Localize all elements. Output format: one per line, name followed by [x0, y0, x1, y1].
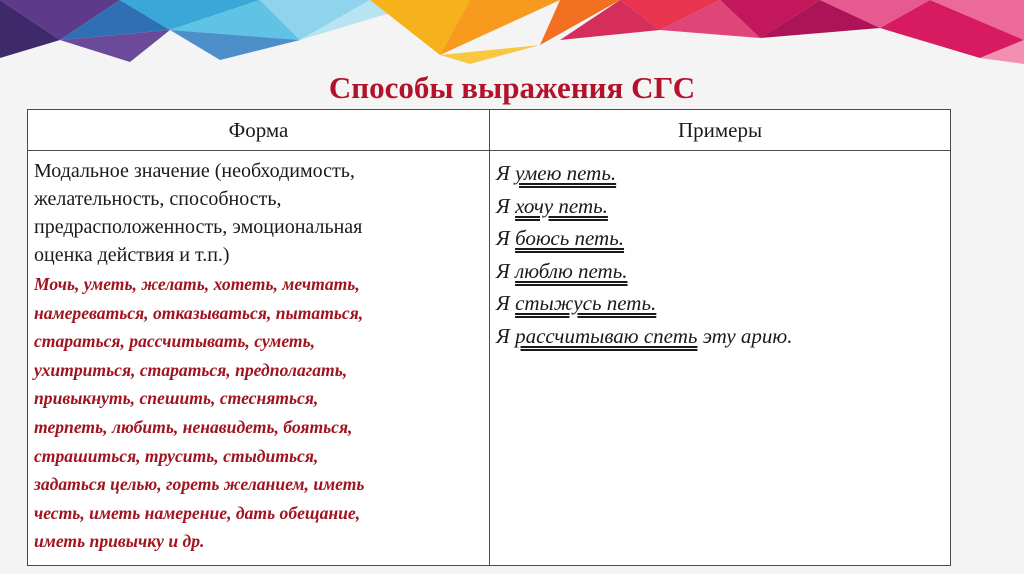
example-predicate: стыжусь петь.	[515, 291, 657, 315]
example-subject: Я	[496, 258, 510, 283]
example-predicate: хочу петь.	[515, 193, 608, 218]
meaning-line: предрасположенность, эмоциональная	[34, 216, 363, 238]
example-predicate: рассчитываю спеть	[515, 323, 698, 348]
examples-cell	[490, 151, 951, 566]
modal-verbs-list	[34, 270, 483, 556]
header-examples: Примеры	[490, 110, 951, 151]
slide-title: Способы выражения СГС	[328, 70, 696, 105]
verb-line: терпеть, любить, ненавидеть, бояться,	[34, 416, 353, 437]
meaning-line: желательность, способность,	[34, 188, 282, 210]
example-subject: Я	[496, 193, 510, 218]
example-predicate: умею петь.	[515, 161, 617, 185]
verb-line: намереваться, отказываться, пытаться,	[34, 302, 364, 323]
decorative-banner	[0, 0, 1024, 64]
example-rest: эту арию.	[702, 323, 793, 348]
table-header-row	[28, 110, 951, 151]
polygon-banner-graphic	[0, 0, 1024, 64]
example-sentence	[496, 287, 944, 320]
form-cell	[28, 151, 490, 566]
example-subject: Я	[496, 226, 510, 250]
table-row	[28, 151, 951, 566]
modal-meaning-text	[34, 157, 483, 269]
example-sentence	[496, 255, 944, 288]
example-predicate: боюсь петь.	[515, 226, 625, 250]
verb-line: задаться целью, гореть желанием, иметь	[34, 474, 365, 495]
example-sentence	[496, 157, 944, 190]
example-subject: Я	[496, 323, 510, 348]
verb-line: привыкнуть, спешить, стесняться,	[34, 388, 319, 409]
example-sentence	[496, 190, 944, 223]
examples-list	[496, 157, 944, 352]
meaning-line: Модальное значение (необходимость,	[34, 160, 355, 182]
verb-line: стараться, рассчитывать, суметь,	[34, 331, 316, 352]
example-predicate: люблю петь.	[515, 258, 628, 283]
meaning-line: оценка действия и т.п.)	[34, 244, 230, 266]
example-sentence	[496, 320, 944, 353]
verb-line: ухитриться, стараться, предполагать,	[34, 359, 348, 380]
example-subject: Я	[496, 291, 510, 315]
example-subject: Я	[496, 161, 510, 185]
example-sentence	[496, 222, 944, 255]
verb-line: страшиться, трусить, стыдиться,	[34, 445, 319, 466]
verb-line: Мочь, уметь, желать, хотеть, мечтать,	[34, 274, 360, 294]
expression-table	[27, 109, 951, 566]
header-form: Форма	[28, 110, 490, 151]
verb-line: иметь привычку и др.	[34, 531, 205, 552]
verb-line: честь, иметь намерение, дать обещание,	[34, 502, 361, 523]
